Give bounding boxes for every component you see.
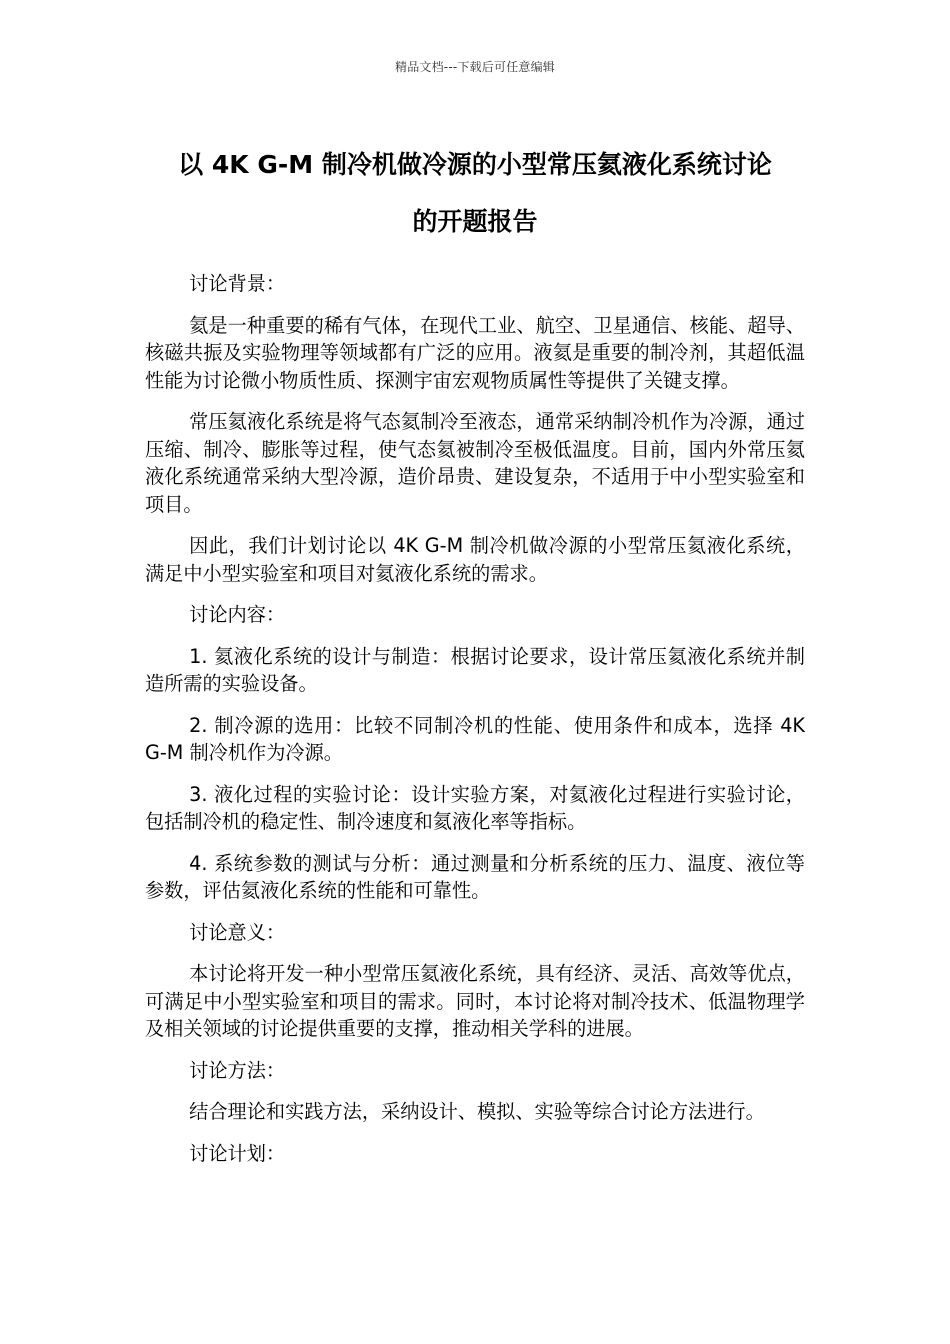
document-body bbox=[145, 270, 805, 1181]
background-paragraph-2: 常压氦液化系统是将气态氦制冷至液态，通常采纳制冷机作为冷源，通过压缩、制冷、膨胀等过程，使气态氦被制冷至极低温度。目前，国内外常压氦液化系统通常采纳大型冷源，造价昂贵、建设复杂，不适用于中小型实验室和项目。 bbox=[145, 410, 805, 516]
title-line-1: 以 4K G-M 制冷机做冷源的小型常压氦液化系统讨论 bbox=[178, 150, 772, 179]
significance-paragraph: 本讨论将开发一种小型常压氦液化系统，具有经济、灵活、高效等优点，可满足中小型实验室和项目的需求。同时，本讨论将对制冷技术、低温物理学及相关领域的讨论提供重要的支撑，推动相关学科的进展。 bbox=[145, 962, 805, 1040]
section-heading-significance: 讨论意义： bbox=[189, 920, 286, 944]
title-line-2: 的开题报告 bbox=[412, 207, 538, 236]
content-item-3: 3. 液化过程的实验讨论：设计实验方案，对氦液化过程进行实验讨论，包括制冷机的稳定性、制冷速度和氦液化率等指标。 bbox=[145, 782, 805, 833]
section-heading-background: 讨论背景： bbox=[189, 272, 286, 295]
content-item-2: 2. 制冷源的选用：比较不同制冷机的性能、使用条件和成本，选择 4K G-M 制冷机作为冷源。 bbox=[145, 713, 805, 764]
page-header-note: 精品文档---下载后可任意编辑 bbox=[395, 60, 555, 74]
section-heading-plan: 讨论计划： bbox=[189, 1141, 286, 1165]
section-heading-method: 讨论方法： bbox=[189, 1058, 286, 1082]
section-heading-content: 讨论内容： bbox=[189, 603, 286, 626]
document-title bbox=[140, 136, 810, 250]
content-item-4: 4. 系统参数的测试与分析：通过测量和分析系统的压力、温度、液位等参数，评估氦液化系统的性能和可靠性。 bbox=[145, 851, 805, 902]
content-item-1: 1. 氦液化系统的设计与制造：根据讨论要求，设计常压氦液化系统并制造所需的实验设备。 bbox=[145, 644, 805, 695]
method-paragraph: 结合理论和实践方法，采纳设计、模拟、实验等综合讨论方法进行。 bbox=[189, 1100, 765, 1123]
background-paragraph-1: 氦是一种重要的稀有气体，在现代工业、航空、卫星通信、核能、超导、核磁共振及实验物理等领域都有广泛的应用。液氦是重要的制冷剂，其超低温性能为讨论微小物质性质、探测宇宙宏观物质属性等提供了关键支撑。 bbox=[145, 313, 805, 392]
background-paragraph-3: 因此，我们计划讨论以 4K G-M 制冷机做冷源的小型常压氦液化系统，满足中小型实验室和项目对氦液化系统的需求。 bbox=[145, 534, 805, 585]
